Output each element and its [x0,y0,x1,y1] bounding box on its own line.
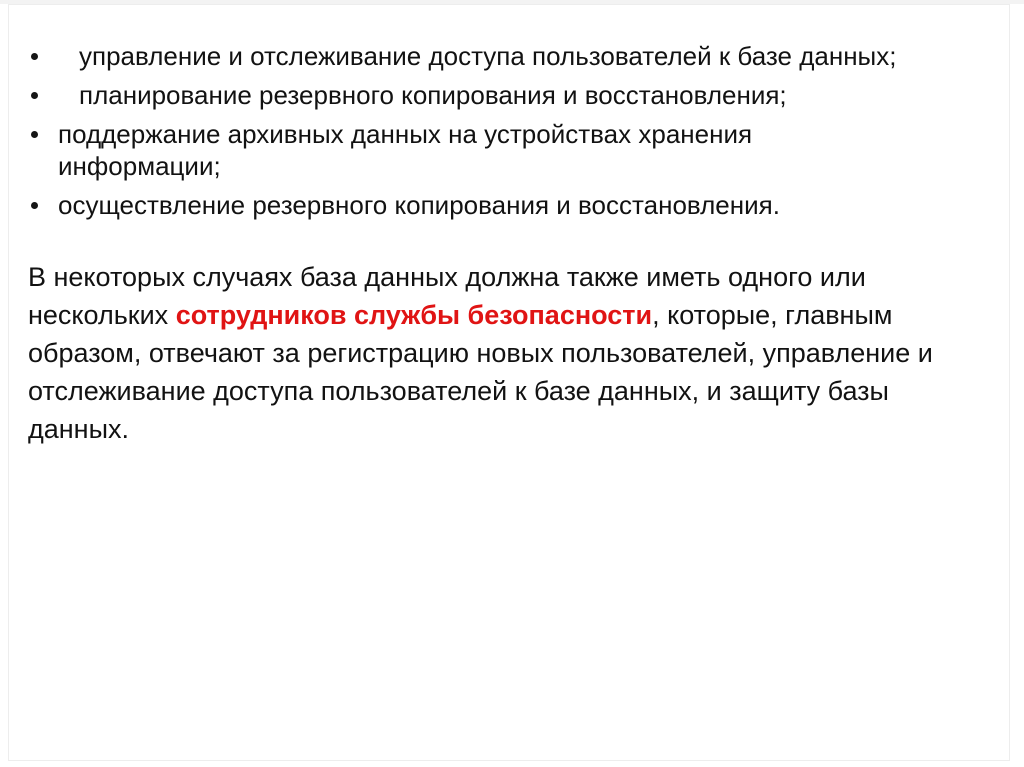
slide-canvas [28,40,1003,448]
bullet-text-line-2: информации; [58,151,221,181]
bullet-text-line-1: поддержание архивных данных на устройствах хранения [58,119,753,149]
paragraph-line-1: В некоторых случаях база данных должна также иметь одного или [28,262,866,292]
paragraph-line-5: данных. [28,414,129,444]
bullet-icon [31,131,38,138]
bullet-item-backup-planning [28,79,1003,111]
paragraph-line-2-prefix: нескольких [28,300,176,330]
security-staff-highlight: сотрудников службы безопасности [175,300,653,330]
paragraph-line-3: образом, отвечают за регистрацию новых пользователей, управление и [28,338,933,368]
bullet-text [58,118,752,182]
body-paragraph [28,258,1003,448]
bullet-list [28,40,1003,221]
bullet-item-archive-maintenance [28,118,1003,182]
paragraph-line-2 [28,296,1003,334]
bullet-icon [31,92,38,99]
bullet-text: планирование резервного копирования и восстановления; [79,80,787,110]
paragraph-line-4: отслеживание доступа пользователей к базе данных, и защиту базы [28,376,889,406]
bullet-item-access-control [28,40,1003,72]
bullet-text: осуществление резервного копирования и восстановления. [58,190,780,220]
paragraph-line-2-suffix: , которые, главным [652,300,893,330]
bullet-text: управление и отслеживание доступа пользователей к базе данных; [79,41,897,71]
bullet-icon [31,202,38,209]
bullet-item-backup-execution [28,189,1003,221]
bullet-icon [31,53,38,60]
